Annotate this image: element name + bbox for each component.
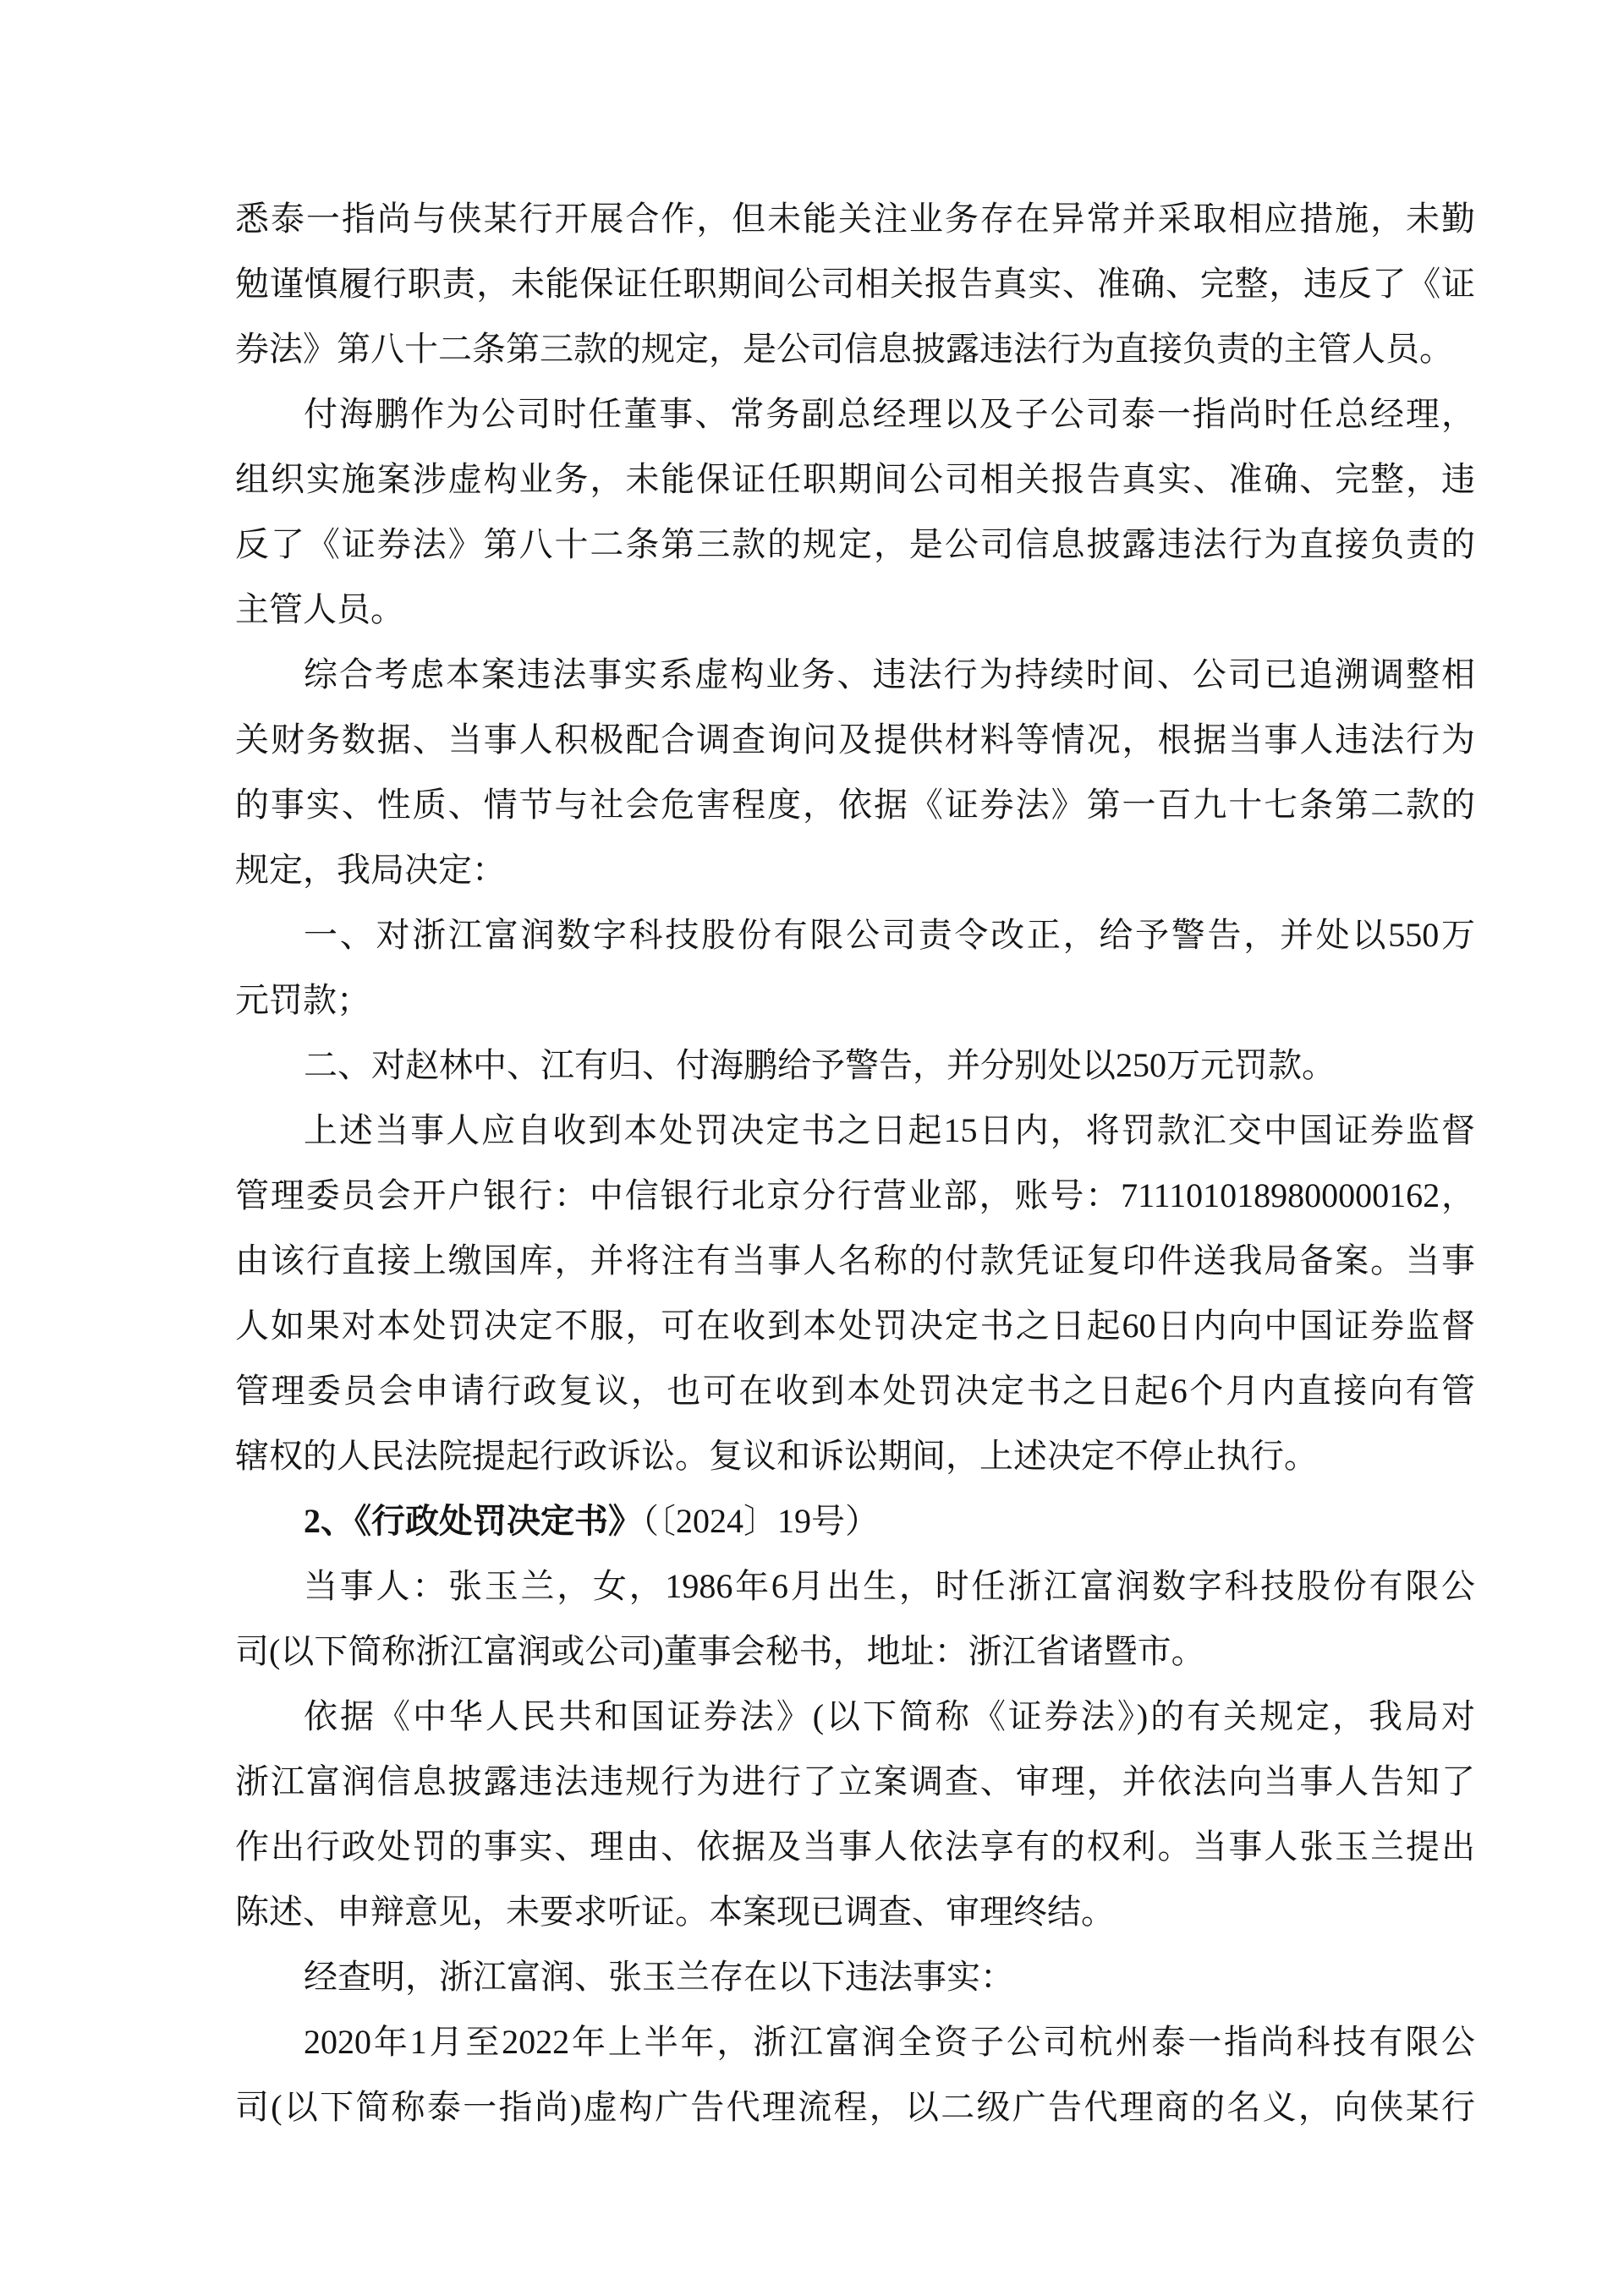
- text-segment: 管理委员会申请行政复议，也可在收到本处罚决定书之日起6个月内直接向有管: [235, 1372, 1475, 1410]
- text-segment: 人如果对本处罚决定不服，可在收到本处罚决定书之日起60日内向中国证券监督: [235, 1307, 1475, 1345]
- text-segment: 司(以下简称泰一指尚)虚构广告代理流程，以二级广告代理商的名义，向侠某行: [235, 2088, 1475, 2126]
- text-segment: 综合考虑本案违法事实系虚构业务、违法行为持续时间、公司已追溯调整相: [304, 655, 1475, 693]
- text-segment: 2020年1月至2022年上半年，浙江富润全资子公司杭州泰一指尚科技有限公: [304, 2023, 1475, 2061]
- text-line-28: [235, 1944, 1475, 2009]
- text-segment: 一、对浙江富润数字科技股份有限公司责令改正，给予警告，并处以550万: [304, 916, 1475, 954]
- text-line-27: [235, 1879, 1475, 1944]
- text-line-12: [235, 902, 1475, 967]
- text-line-14: [235, 1033, 1475, 1098]
- text-line-23: [235, 1619, 1475, 1684]
- text-segment: 规定，我局决定：: [235, 851, 506, 889]
- text-line-21: [235, 1488, 1475, 1553]
- text-line-6: [235, 512, 1475, 577]
- text-line-5: [235, 447, 1475, 512]
- text-segment: 券法》第八十二条第三款的规定，是公司信息披露违法行为直接负责的主管人员。: [235, 330, 1453, 368]
- text-line-19: [235, 1358, 1475, 1423]
- text-segment: 二、对赵林中、江有归、付海鹏给予警告，并分别处以250万元罚款。: [304, 1046, 1336, 1084]
- text-line-24: [235, 1684, 1475, 1749]
- text-line-30: [235, 2074, 1475, 2140]
- text-line-25: [235, 1749, 1475, 1814]
- text-line-1: [235, 186, 1475, 251]
- text-line-11: [235, 837, 1475, 902]
- text-segment: （〔2024〕19号）: [642, 1502, 879, 1540]
- text-segment: 作出行政处罚的事实、理由、依据及当事人依法享有的权利。当事人张玉兰提出: [235, 1827, 1475, 1866]
- text-segment: 依据《中华人民共和国证券法》(以下简称《证券法》)的有关规定，我局对: [304, 1697, 1475, 1735]
- text-line-18: [235, 1293, 1475, 1358]
- text-line-20: [235, 1423, 1475, 1488]
- text-line-17: [235, 1228, 1475, 1293]
- text-segment: 上述当事人应自收到本处罚决定书之日起15日内，将罚款汇交中国证券监督: [304, 1111, 1475, 1149]
- text-segment: 管理委员会开户银行：中信银行北京分行营业部，账号：7111010189800000162，: [235, 1176, 1475, 1214]
- text-line-9: [235, 707, 1475, 772]
- text-line-2: [235, 251, 1475, 316]
- text-segment: 司(以下简称浙江富润或公司)董事会秘书，地址：浙江省诸暨市。: [235, 1632, 1205, 1670]
- text-segment: 辖权的人民法院提起行政诉讼。复议和诉讼期间，上述决定不停止执行。: [235, 1437, 1318, 1475]
- text-segment: 悉泰一指尚与侠某行开展合作，但未能关注业务存在异常并采取相应措施，未勤: [235, 200, 1475, 238]
- text-segment: 付海鹏作为公司时任董事、常务副总经理以及子公司泰一指尚时任总经理，: [304, 395, 1475, 433]
- text-line-22: [235, 1553, 1475, 1619]
- text-segment: 浙江富润信息披露违法违规行为进行了立案调查、审理，并依法向当事人告知了: [235, 1762, 1475, 1800]
- text-segment: 当事人：张玉兰，女，1986年6月出生，时任浙江富润数字科技股份有限公: [304, 1567, 1475, 1605]
- text-line-29: [235, 2009, 1475, 2074]
- text-segment: 元罚款；: [235, 981, 370, 1019]
- text-line-8: [235, 642, 1475, 707]
- text-segment: 组织实施案涉虚构业务，未能保证任职期间公司相关报告真实、准确、完整，违: [235, 460, 1475, 498]
- text-line-10: [235, 772, 1475, 837]
- text-line-15: [235, 1098, 1475, 1163]
- text-line-4: [235, 381, 1475, 447]
- text-line-16: [235, 1163, 1475, 1228]
- text-segment: 的事实、性质、情节与社会危害程度，依据《证券法》第一百九十七条第二款的: [235, 786, 1475, 824]
- text-segment: 主管人员。: [235, 590, 404, 628]
- text-segment: 反了《证券法》第八十二条第三款的规定，是公司信息披露违法行为直接负责的: [235, 525, 1475, 563]
- text-line-7: [235, 577, 1475, 642]
- text-segment: 勉谨慎履行职责，未能保证任职期间公司相关报告真实、准确、完整，违反了《证: [235, 265, 1475, 303]
- document-text-block: [235, 186, 1475, 2140]
- text-segment: 由该行直接上缴国库，并将注有当事人名称的付款凭证复印件送我局备案。当事: [235, 1241, 1475, 1280]
- text-segment: 陈述、申辩意见，未要求听证。本案现已调查、审理终结。: [235, 1893, 1115, 1931]
- text-line-3: [235, 316, 1475, 381]
- heading-bold-text: 《行政处罚决定书》: [354, 1502, 642, 1540]
- heading-bold-text: 2、: [304, 1502, 354, 1540]
- text-segment: 经查明，浙江富润、张玉兰存在以下违法事实：: [304, 1958, 1014, 1996]
- text-line-13: [235, 967, 1475, 1033]
- text-segment: 关财务数据、当事人积极配合调查询问及提供材料等情况，根据当事人违法行为: [235, 721, 1475, 759]
- text-line-26: [235, 1814, 1475, 1879]
